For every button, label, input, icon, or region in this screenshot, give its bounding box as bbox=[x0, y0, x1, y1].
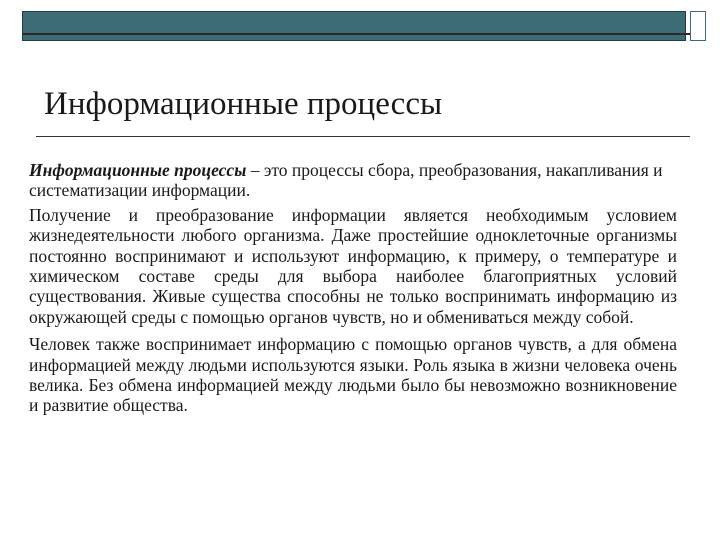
header-line bbox=[22, 33, 706, 35]
definition-paragraph bbox=[29, 160, 677, 201]
header-accent-square bbox=[690, 11, 706, 41]
slide-body bbox=[29, 160, 677, 423]
slide-title: Информационные процессы bbox=[44, 86, 443, 122]
body-paragraph-3: Человек также воспринимает информацию с помощью органов чувств, а для обмена информацией между людьми используются языки. Роль языка в жизни человека очень велика. Без обмена информацией между людьми было бы невозможно возникновение и развитие общества. bbox=[29, 334, 677, 416]
header-accent-bar bbox=[22, 11, 686, 41]
definition-term: Информационные процессы bbox=[29, 160, 247, 180]
title-divider bbox=[36, 136, 690, 137]
body-paragraph-2: Получение и преобразование информации является необходимым условием жизнедеятельности любого организма. Даже простейшие одноклеточные организмы постоянно воспринимают и используют информацию, к примеру, о температуре и химическом составе среды для выбора наиболее благоприятных условий существования. Живые существа способны не только воспринимать информацию из окружающей среды с помощью органов чувств, но и обмениваться между собой. bbox=[29, 204, 677, 327]
definition-text: – это процессы сбора, преобразования, накапливания и систематизации информации. bbox=[29, 160, 663, 201]
